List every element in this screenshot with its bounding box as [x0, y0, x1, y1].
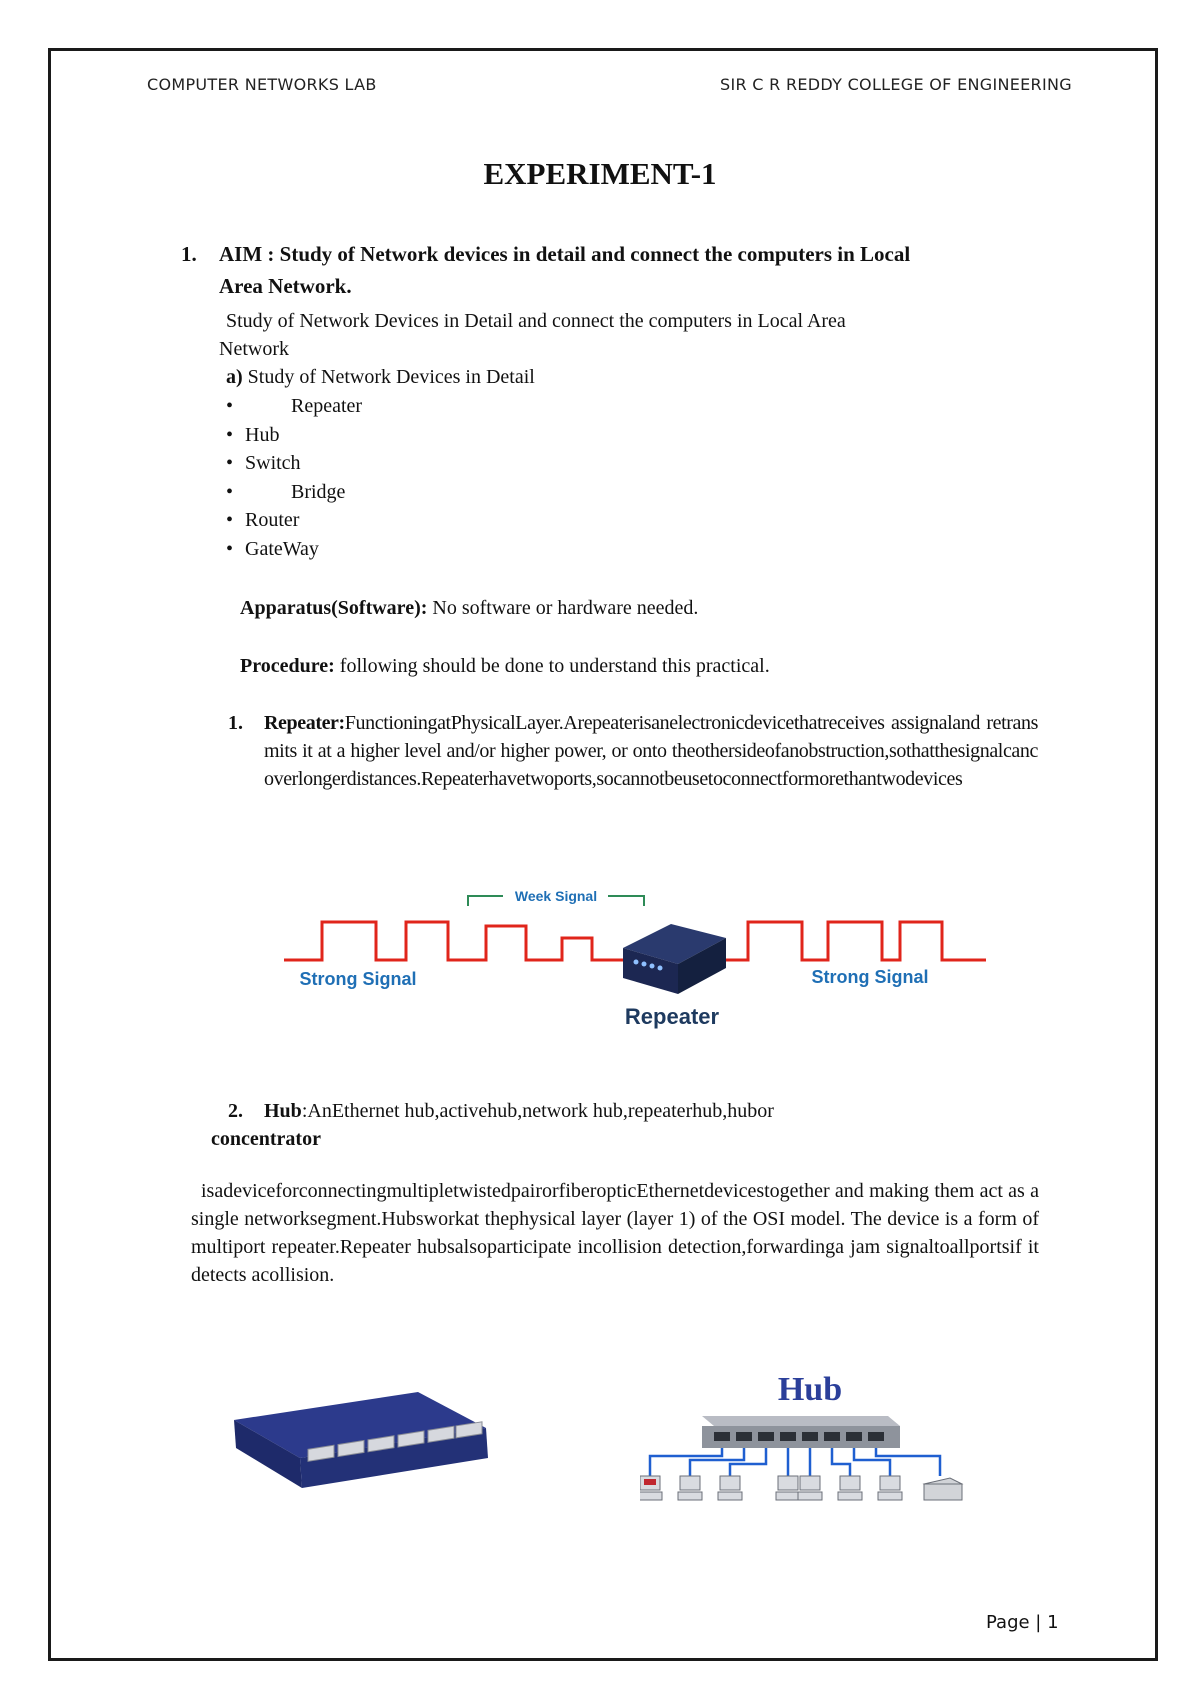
bullet-icon: •: [226, 481, 234, 503]
bullet-icon: •: [226, 452, 234, 474]
strong-signal-right-label: Strong Signal: [811, 967, 929, 987]
aim-line-1: AIM : Study of Network devices in detail and connect the computers in Local: [219, 242, 911, 266]
hub-diagram-title: Hub: [777, 1372, 843, 1408]
procedure-line: [240, 652, 770, 680]
page-border: [48, 48, 1158, 1661]
bullet-icon: •: [226, 509, 234, 531]
procedure-label: Procedure:: [240, 655, 335, 677]
header-left: COMPUTER NETWORKS LAB: [147, 75, 377, 94]
intro-sub-heading: [226, 363, 535, 391]
printer-icon: [924, 1478, 962, 1500]
strong-signal-left-label: Strong Signal: [299, 969, 417, 989]
device-list-item: Switch: [245, 452, 301, 474]
repeater-label: Repeater:: [264, 712, 345, 734]
hub-network-diagram: [640, 1372, 980, 1512]
intro-line-1: Study of Network Devices in Detail and connect the computers in Local Area: [226, 310, 846, 332]
computer-icons: [640, 1476, 962, 1500]
repeater-text: FunctioningatPhysicalLayer.Arepeaterisanelectronicdevicethatreceives assignaland retransmits it at a higher level and/or higher power, or onto theothersideofanobstruction,sothatthesignalcancoverlongerdistances.Repeaterhavetwoports,socannotbeusetoconnectformorethantwodevices: [264, 712, 1038, 790]
hub-label: Hub: [264, 1100, 302, 1122]
signal-wave-right: [720, 922, 986, 960]
hub-heading-line-2: concentrator: [211, 1128, 321, 1150]
apparatus-line: [240, 594, 698, 622]
signal-wave-left: [284, 922, 623, 960]
device-list-item: Hub: [245, 424, 280, 446]
device-list-item: Router: [245, 509, 300, 531]
repeater-figure: [278, 878, 990, 1048]
device-list-item: Repeater: [291, 395, 363, 417]
hub-number: 2.: [228, 1100, 243, 1122]
apparatus-text: No software or hardware needed.: [432, 597, 699, 619]
bullet-icon: •: [226, 538, 234, 560]
weak-signal-label: Week Signal: [514, 888, 598, 904]
procedure-text: following should be done to understand this practical.: [339, 655, 770, 677]
hub-cables: [650, 1448, 940, 1476]
intro-sub-label: a): [226, 366, 243, 388]
hub-text: :AnEthernet hub,activehub,network hub,repeaterhub,hubor: [301, 1100, 774, 1122]
bullet-icon: •: [226, 395, 234, 417]
apparatus-label: Apparatus(Software):: [240, 597, 428, 619]
repeater-number: 1.: [228, 712, 243, 734]
intro-sub-text: Study of Network Devices in Detail: [247, 366, 535, 388]
aim-line-2: Area Network.: [219, 274, 352, 298]
aim-number: 1.: [181, 242, 197, 266]
hub-paragraph: isadeviceforconnectingmultipletwistedpairorfiberopticEthernetdevicestogether and making them act as a single networksegment.Hubsworkat thephysical layer (layer 1) of the OSI model. The device is a form of multiport repeater.Repeater hubsalsoparticipate incollision detection,forwardinga jam signaltoallportsif it detects acollision.: [191, 1180, 1039, 1286]
header-right: SIR C R REDDY COLLEGE OF ENGINEERING: [720, 75, 1072, 94]
repeater-caption: Repeater: [624, 1004, 720, 1029]
page-number: Page | 1: [986, 1612, 1059, 1633]
repeater-device-icon: [623, 924, 726, 994]
repeater-paragraph: [264, 709, 1038, 793]
device-list-item: Bridge: [291, 481, 346, 503]
intro-line-2: Network: [219, 338, 289, 360]
hub-heading: [264, 1097, 774, 1125]
hub-device-photo: [228, 1388, 492, 1494]
hub-box-icon: [702, 1416, 900, 1448]
page-title: EXPERIMENT-1: [483, 156, 717, 191]
bullet-icon: •: [226, 424, 234, 446]
device-list-item: GateWay: [245, 538, 319, 560]
